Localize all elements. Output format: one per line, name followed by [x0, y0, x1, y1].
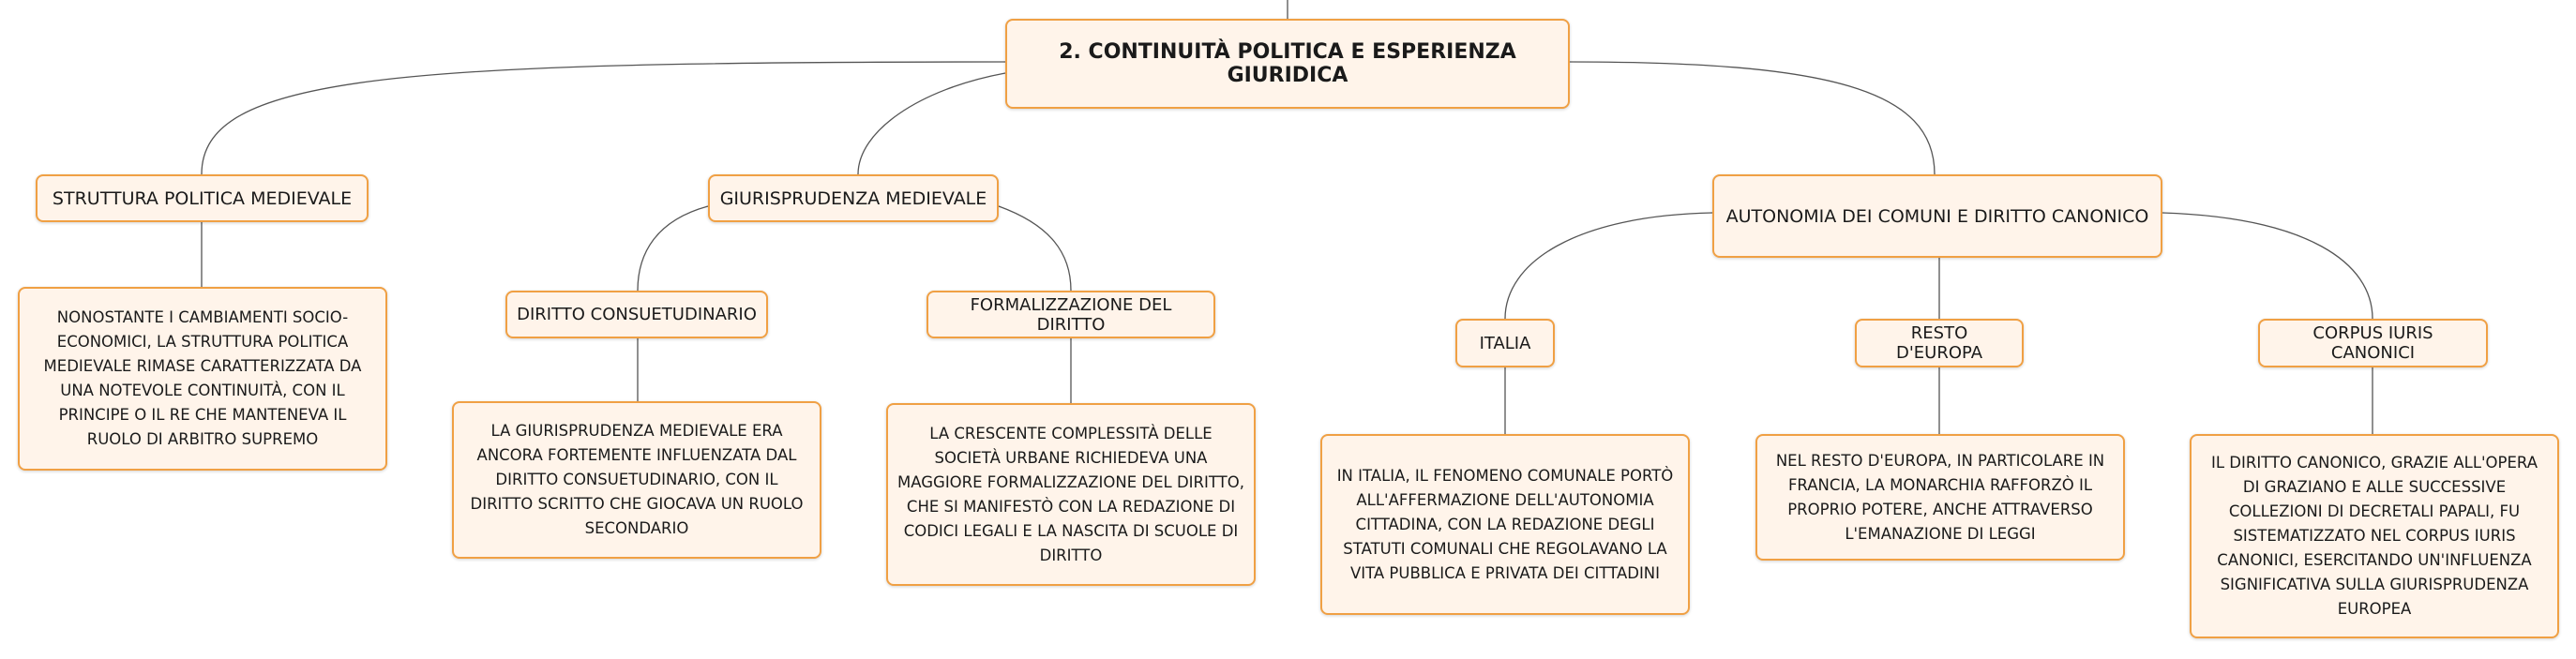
note-text: IN ITALIA, IL FENOMENO COMUNALE PORTÒ ALL'AFFERMAZIONE DELL'AUTONOMIA CITTADINA, CON LA REDAZIONE DEGLI STATUTI COMUNALI CHE REGOLAVANO LA VITA PUBBLICA E PRIVATA DEI CITTADINI [1336, 466, 1674, 582]
note-formalizzazione-diritto[interactable] [886, 403, 1256, 586]
subtopic-label: DIRITTO CONSUETUDINARIO [517, 305, 757, 324]
topic-giurisprudenza-medievale[interactable] [708, 174, 999, 222]
note-italia[interactable] [1320, 434, 1690, 615]
connector-root-giurisprudenza [858, 73, 1005, 174]
topic-label: AUTONOMIA DEI COMUNI E DIRITTO CANONICO [1725, 205, 2149, 227]
topic-struttura-politica[interactable] [36, 174, 369, 222]
connector-giuris-diritto [638, 206, 708, 291]
root-node[interactable] [1005, 19, 1570, 109]
note-text: LA CRESCENTE COMPLESSITÀ DELLE SOCIETÀ URBANE RICHIEDEVA UNA MAGGIORE FORMALIZZAZIONE DEL DIRITTO, CHE SI MANIFESTÒ CON LA REDAZIONE DI CODICI LEGALI E LA NASCITA DI SCUOLE DI DIRITTO [897, 424, 1244, 564]
subtopic-diritto-consuetudinario[interactable] [505, 291, 768, 338]
note-resto-europa[interactable] [1755, 434, 2125, 561]
connector-giuris-formal [999, 206, 1071, 291]
connector-autonomia-italia [1505, 213, 1712, 319]
topic-autonomia-comuni[interactable] [1712, 174, 2162, 258]
note-text: IL DIRITTO CANONICO, GRAZIE ALL'OPERA DI GRAZIANO E ALLE SUCCESSIVE COLLEZIONI DI DECRETALI PAPALI, FU SISTEMATIZZATO NEL CORPUS IURIS CANONICI, ESERCITANDO UN'INFLUENZA SIGNIFICATIVA SULLA GIURISPRUDENZA EUROPEA [2210, 454, 2538, 618]
note-text: NONOSTANTE I CAMBIAMENTI SOCIO-ECONOMICI, LA STRUTTURA POLITICA MEDIEVALE RIMASE CARATTERIZZATA DA UNA NOTEVOLE CONTINUITÀ, CON IL PRINCIPE O IL RE CHE MANTENEVA IL RUOLO DI ARBITRO SUPREMO [43, 308, 362, 448]
topic-label: GIURISPRUDENZA MEDIEVALE [719, 187, 987, 209]
subtopic-label: CORPUS IURIS CANONICI [2312, 323, 2433, 363]
subtopic-label: RESTO D'EUROPA [1895, 323, 1983, 363]
subtopic-resto-europa[interactable] [1855, 319, 2024, 367]
note-text: NEL RESTO D'EUROPA, IN PARTICOLARE IN FRANCIA, LA MONARCHIA RAFFORZÒ IL PROPRIO POTERE, ANCHE ATTRAVERSO L'EMANAZIONE DI LEGGI [1775, 451, 2105, 543]
subtopic-label: FORMALIZZAZIONE DEL DIRITTO [970, 294, 1172, 335]
note-diritto-consuetudinario[interactable] [452, 401, 821, 559]
connector-root-autonomia [1570, 62, 1935, 174]
note-struttura-politica[interactable] [18, 287, 387, 471]
subtopic-corpus-iuris-canonici[interactable] [2258, 319, 2488, 367]
note-text: LA GIURISPRUDENZA MEDIEVALE ERA ANCORA FORTEMENTE INFLUENZATA DAL DIRITTO CONSUETUDINARIO, CON IL DIRITTO SCRITTO CHE GIOCAVA UN RUOLO SECONDARIO [470, 422, 804, 537]
subtopic-formalizzazione-diritto[interactable] [926, 291, 1215, 338]
subtopic-italia[interactable] [1455, 319, 1555, 367]
root-label: 2. CONTINUITÀ POLITICA E ESPERIENZA GIURIDICA [1059, 40, 1516, 87]
note-corpus-iuris-canonici[interactable] [2190, 434, 2559, 638]
connector-autonomia-corpus [2162, 213, 2373, 319]
connector-root-struttura [202, 62, 1005, 174]
subtopic-label: ITALIA [1479, 333, 1531, 353]
topic-label: STRUTTURA POLITICA MEDIEVALE [52, 187, 353, 209]
